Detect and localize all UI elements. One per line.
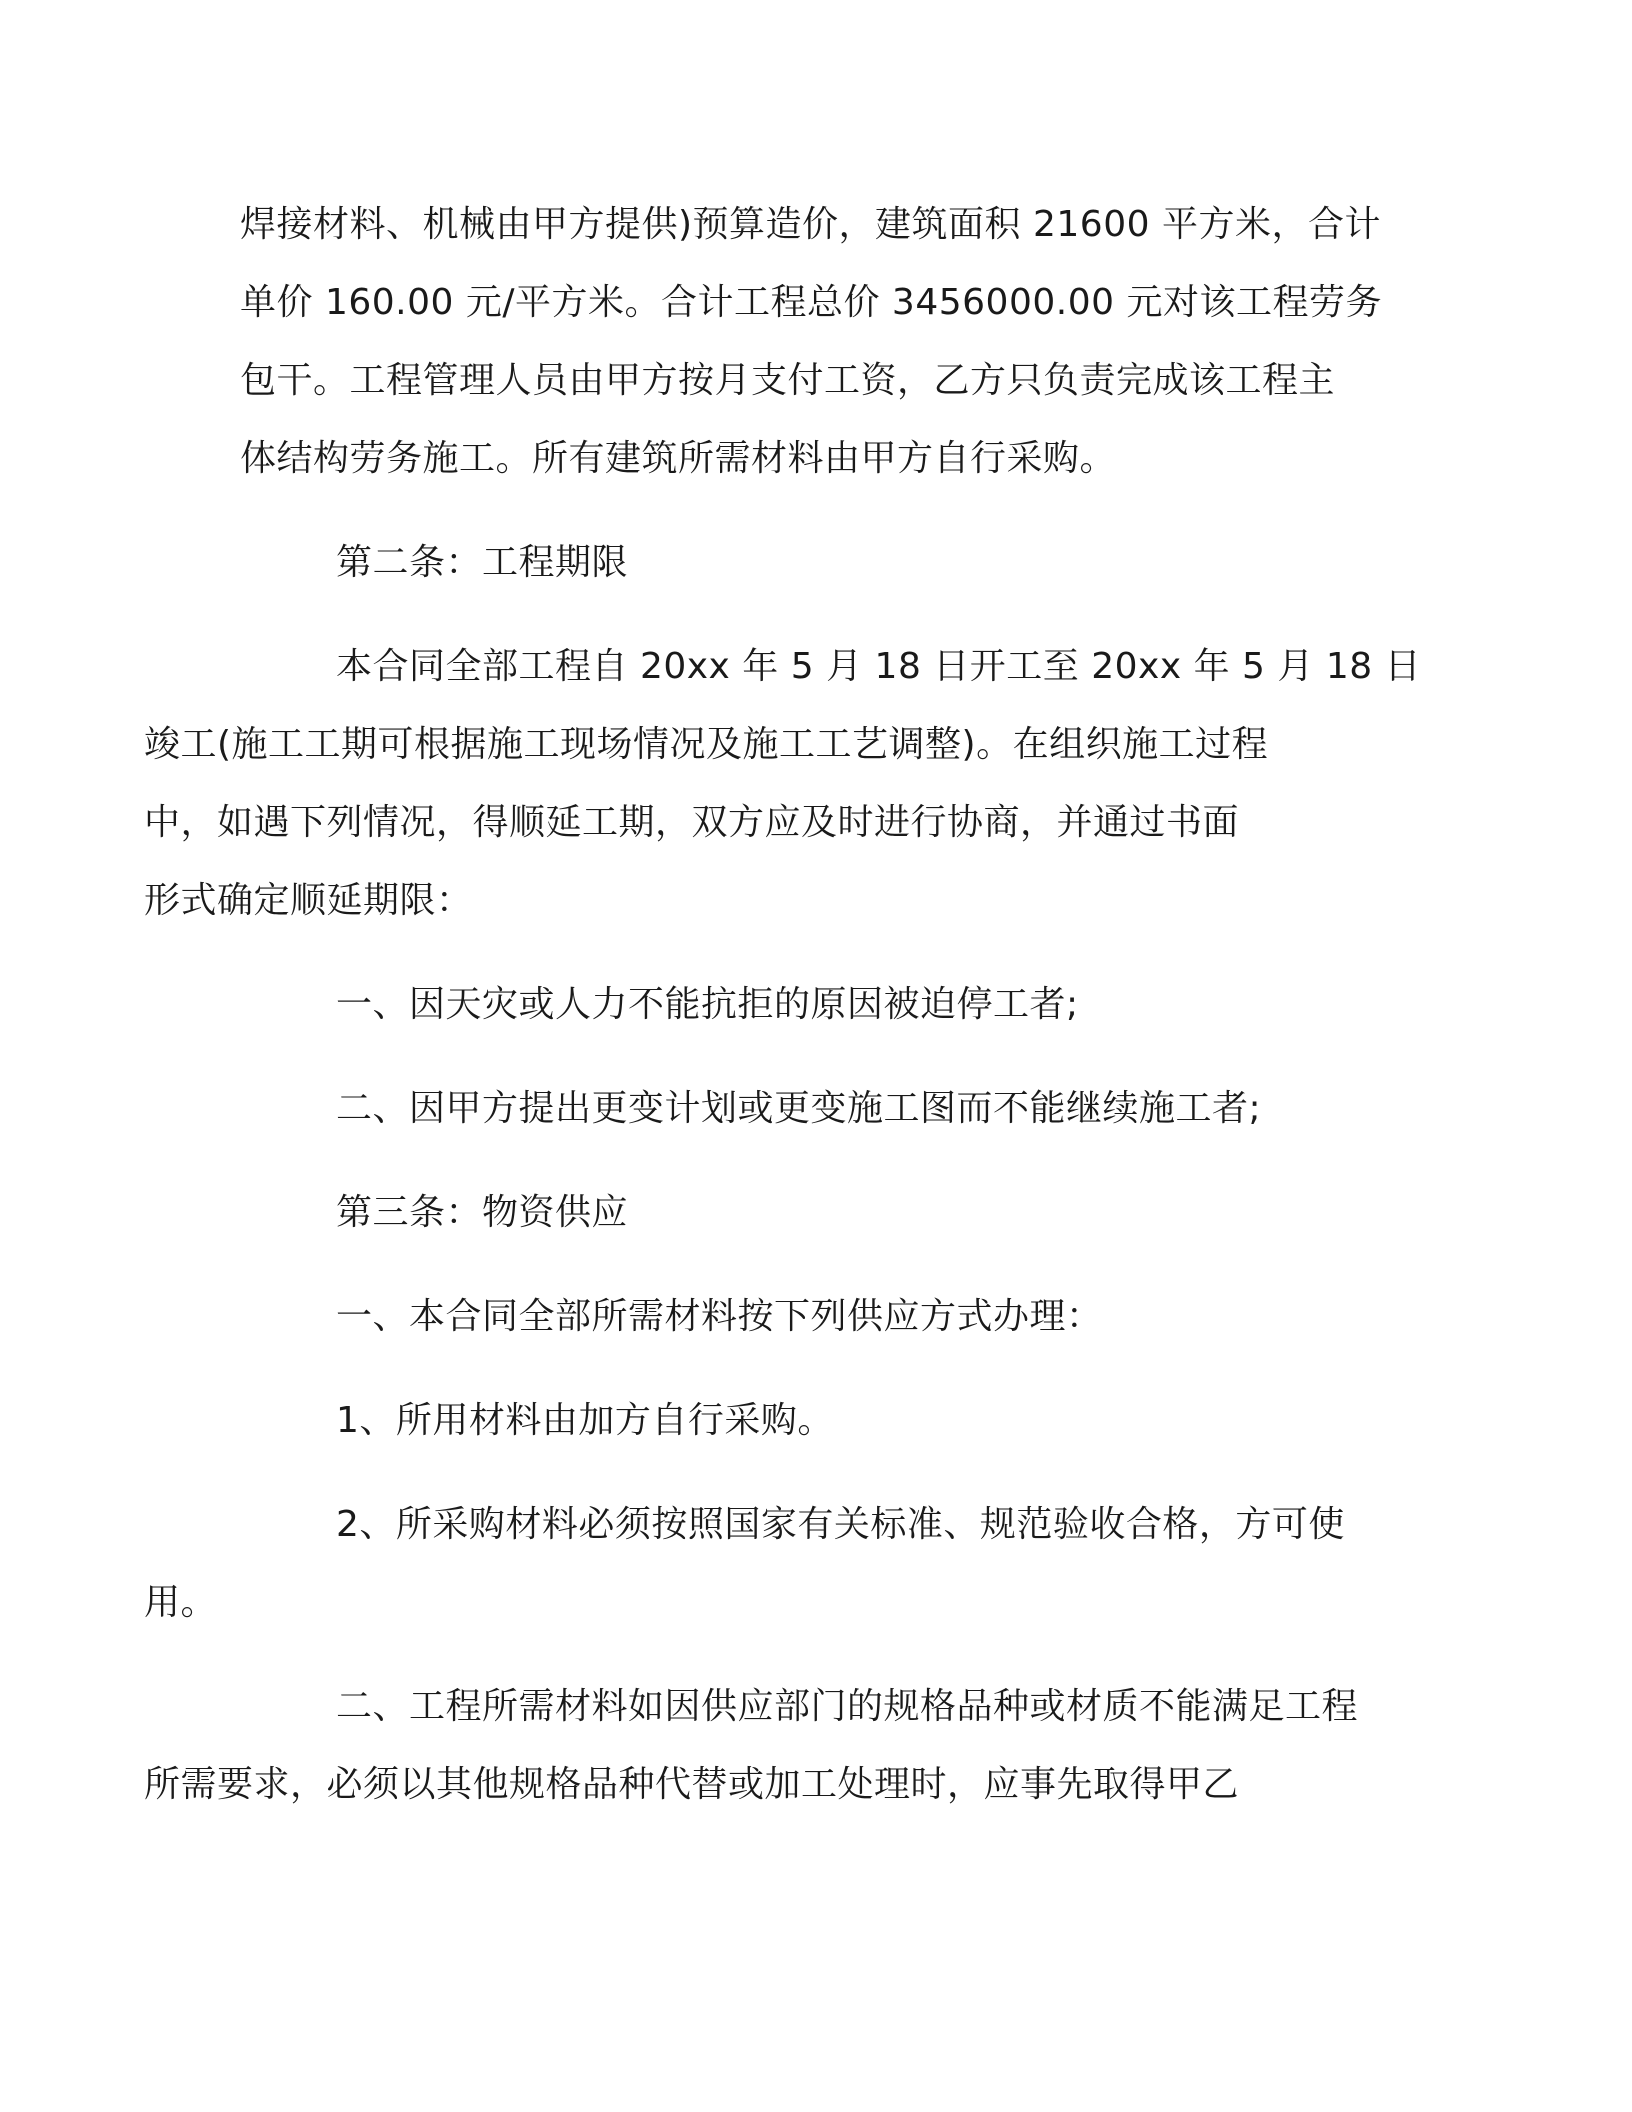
text-line: 2、所采购材料必须按照国家有关标准、规范验收合格，方可使 <box>336 1504 1345 1545</box>
section-heading-article-3 <box>240 1174 1400 1252</box>
list-item-acceptance <box>144 1486 1400 1642</box>
text-line: 用。 <box>144 1582 218 1623</box>
list-item-supply-method <box>240 1278 1400 1356</box>
section-heading-article-2 <box>240 524 1400 602</box>
text-line: 第三条：物资供应 <box>336 1192 629 1233</box>
text-line: 形式确定顺延期限： <box>144 880 473 921</box>
list-item-self-purchase <box>240 1382 1400 1460</box>
list-item-substitution <box>144 1668 1400 1824</box>
list-item-plan-change <box>240 1070 1400 1148</box>
text-line: 一、本合同全部所需材料按下列供应方式办理： <box>336 1296 1103 1337</box>
document-body <box>144 186 1422 1850</box>
text-line: 单价 160.00 元/平方米。合计工程总价 3456000.00 元对该工程劳务 <box>240 282 1382 323</box>
paragraph-1 <box>240 186 1400 498</box>
text-line: 焊接材料、机械由甲方提供)预算造价，建筑面积 21600 平方米，合计 <box>240 204 1381 245</box>
text-line: 所需要求，必须以其他规格品种代替或加工处理时，应事先取得甲乙 <box>144 1764 1240 1805</box>
list-item-force-majeure <box>240 966 1400 1044</box>
text-line: 本合同全部工程自 20xx 年 5 月 18 日开工至 20xx 年 5 月 18 日 <box>336 646 1422 687</box>
text-line: 二、工程所需材料如因供应部门的规格品种或材质不能满足工程 <box>336 1686 1359 1727</box>
text-line: 中，如遇下列情况，得顺延工期，双方应及时进行协商，并通过书面 <box>144 802 1240 843</box>
paragraph-schedule <box>144 628 1422 940</box>
text-line: 一、因天灾或人力不能抗拒的原因被迫停工者; <box>336 984 1079 1025</box>
text-line: 第二条：工程期限 <box>336 542 629 583</box>
text-line: 二、因甲方提出更变计划或更变施工图而不能继续施工者; <box>336 1088 1262 1129</box>
text-line: 包干。工程管理人员由甲方按月支付工资，乙方只负责完成该工程主 <box>240 360 1336 401</box>
text-line: 1、所用材料由加方自行采购。 <box>336 1400 834 1441</box>
text-line: 体结构劳务施工。所有建筑所需材料由甲方自行采购。 <box>240 438 1117 479</box>
text-line: 竣工(施工工期可根据施工现场情况及施工工艺调整)。在组织施工过程 <box>144 724 1269 765</box>
